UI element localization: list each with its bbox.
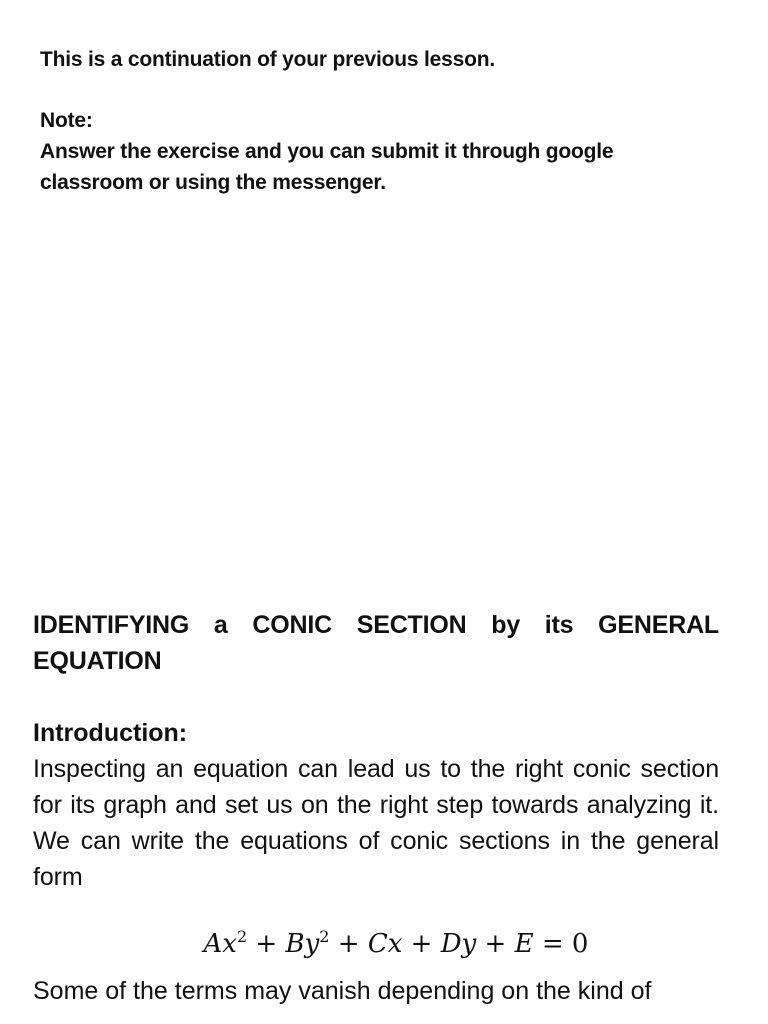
continuation-paragraph: Some of the terms may vanish depending on the kind of [33, 977, 652, 1005]
continuation-text: This is a continuation of your previous lesson. [40, 48, 495, 71]
eq-rhs: 0 [571, 929, 589, 959]
note-text: Answer the exercise and you can submit it through google classroom or using the messenger. [40, 140, 614, 194]
introduction-label: Introduction: [33, 719, 188, 747]
eq-const-e: E [514, 929, 534, 959]
eq-exp-y: 2 [319, 927, 330, 946]
eq-var-x: x [222, 929, 237, 959]
eq-var-y-linear: y [461, 929, 477, 959]
eq-var-x-linear: x [387, 929, 403, 959]
eq-var-y: y [304, 929, 320, 959]
eq-coef-c: C [367, 929, 388, 959]
note-label: Note: [40, 109, 93, 132]
lesson-section [33, 607, 719, 1009]
eq-coef-a: A [203, 929, 223, 959]
lesson-note [40, 44, 720, 198]
introduction-text: Inspecting an equation can lead us to the right conic section for its graph and set us on the right step towards analyzing it. We can write the equations of conic sections in the general form [33, 755, 719, 891]
eq-exp-x: 2 [236, 927, 248, 946]
eq-coef-d: D [440, 929, 462, 959]
section-title: IDENTIFYING a CONIC SECTION by its GENERAL EQUATION [33, 611, 719, 675]
general-form-equation: $Ax^2 + By^2 + Cx + Dy + E = 0$ [203, 927, 589, 959]
eq-coef-b: B [285, 929, 305, 959]
